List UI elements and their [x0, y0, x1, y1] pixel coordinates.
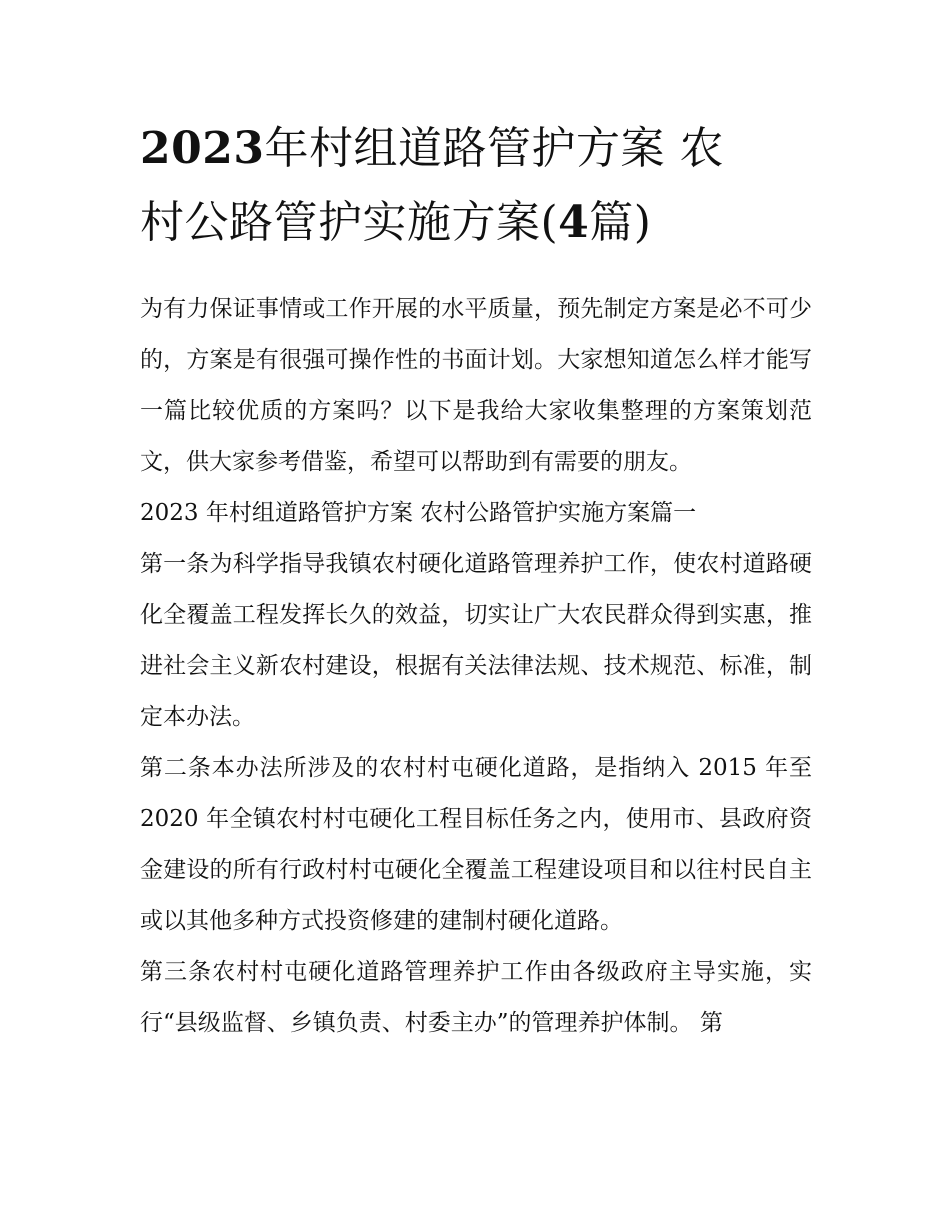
title-line-2-text: 村公路管护实施方案( — [140, 197, 559, 248]
title-line-1-text: 年村组道路管护方案 农 — [264, 123, 724, 174]
section-heading: 2023 年村组道路管护方案 农村公路管护实施方案篇一 — [140, 500, 697, 526]
article-1-paragraph: 第一条为科学指导我镇农村硬化道路管理养护工作，使农村道路硬化全覆盖工程发挥长久的效益，切实让广大农民群众得到实惠，推进社会主义新农村建设，根据有关法律法规、技术规范、标准，制定本办法。 — [140, 551, 812, 730]
title-line-1 — [140, 112, 812, 186]
title-line-2 — [140, 186, 812, 260]
intro-paragraph: 为有力保证事情或工作开展的水平质量，预先制定方案是必不可少的，方案是有很强可操作性的书面计划。大家想知道怎么样才能写一篇比较优质的方案吗？以下是我给大家收集整理的方案策划范文，供大家参考借鉴，希望可以帮助到有需要的朋友。 — [140, 296, 812, 475]
title-year: 2023 — [140, 123, 265, 174]
article-2-paragraph: 第二条本办法所涉及的农村村屯硬化道路，是指纳入 2015 年至 2020 年全镇农村村屯硬化工程目标任务之内，使用市、县政府资金建设的所有行政村村屯硬化全覆盖工程建设项目和以往村民自主或以其他多种方式投资修建的建制村硬化道路。 — [140, 755, 812, 934]
document-page — [140, 112, 812, 1049]
document-body — [140, 284, 812, 1049]
document-title — [140, 112, 812, 260]
article-3-paragraph: 第三条农村村屯硬化道路管理养护工作由各级政府主导实施，实行“县级监督、乡镇负责、村委主办”的管理养护体制。 第 — [140, 959, 812, 1036]
title-count: 4 — [558, 197, 590, 248]
title-line-2-tail: 篇) — [589, 197, 652, 248]
